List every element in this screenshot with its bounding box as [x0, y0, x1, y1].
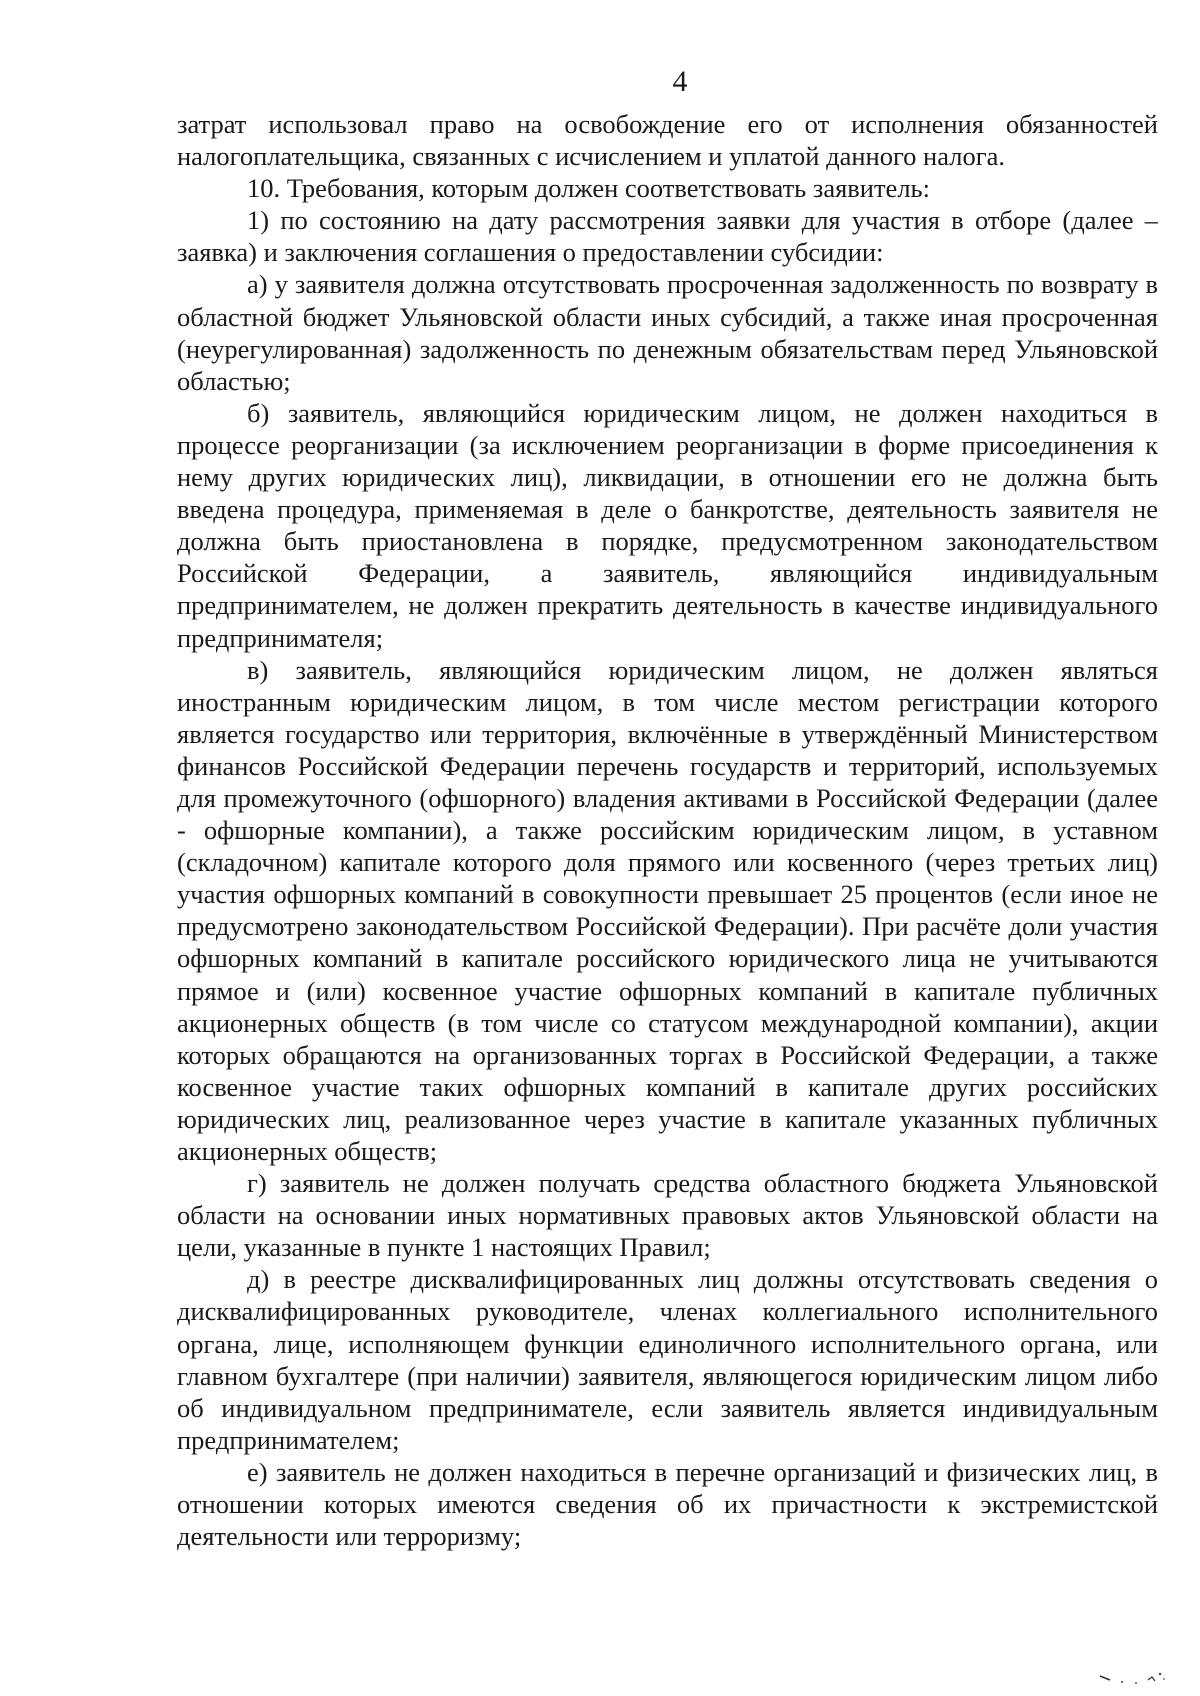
paragraph-item-d: д) в реестре дисквалифицированных лиц должны отсутствовать сведения о дисквалифицированных руководителе, членах коллегиального исполнительного органа, лице, исполняющем функции единоличного исполнительного органа, или главном бухгалтере (при наличии) заявителя, являющегося юридическим лицом либо об индивидуальном предпринимателе, если заявитель является индивидуальным предпринимателем;: [177, 1264, 1158, 1455]
scan-artifact: [1098, 1668, 1168, 1688]
paragraph-item-10-1: 1) по состоянию на дату рассмотрения заявки для участия в отборе (далее – заявка) и заключения соглашения о предоставлении субсидии:: [177, 205, 1158, 268]
document-body: [177, 108, 1158, 1552]
paragraph-item-b: б) заявитель, являющийся юридическим лицом, не должен находиться в процессе реорганизации (за исключением реорганизации в форме присоединения к нему других юридических лиц), ликвидации, в отношении его не должна быть введена процедура, применяемая в деле о банкротстве, деятельность заявителя не должна быть приостановлена в порядке, предусмотренном законодательством Российской Федерации, а заявитель, являющийся индивидуальным предпринимателем, не должен прекратить деятельность в качестве индивидуального предпринимателя;: [177, 397, 1158, 653]
paragraph-item-a: а) у заявителя должна отсутствовать просроченная задолженность по возврату в областной бюджет Ульяновской области иных субсидий, а также иная просроченная (неурегулированная) задолженность по денежным обязательствам перед Ульяновской областью;: [177, 269, 1158, 396]
paragraph-item-e: е) заявитель не должен находиться в перечне организаций и физических лиц, в отношении которых имеются сведения об их причастности к экстремистской деятельности или терроризму;: [177, 1456, 1158, 1552]
paragraph-item-g: г) заявитель не должен получать средства областного бюджета Ульяновской области на основании иных нормативных правовых актов Ульяновской области на цели, указанные в пункте 1 настоящих Правил;: [177, 1168, 1158, 1263]
paragraph-continuation: затрат использовал право на освобождение его от исполнения обязанностей налогоплательщика, связанных с исчислением и уплатой данного налога.: [177, 109, 1158, 172]
page-number: 4: [672, 65, 688, 98]
paragraph-item-10: 10. Требования, которым должен соответствовать заявитель:: [247, 173, 930, 204]
paragraph-item-v: в) заявитель, являющийся юридическим лицом, не должен являться иностранным юридическим лицом, в том числе местом регистрации которого является государство или территория, включённые в утверждённый Министерством финансов Российской Федерации перечень государств и территорий, используемых для промежуточного (офшорного) владения активами в Российской Федерации (далее - офшорные компании), а также российским юридическим лицом, в уставном (складочном) капитале которого доля прямого или косвенного (через третьих лиц) участия офшорных компаний в совокупности превышает 25 процентов (если иное не предусмотрено законодательством Российской Федерации). При расчёте доли участия офшорных компаний в капитале российского юридического лица не учитываются прямое и (или) косвенное участие офшорных компаний в капитале публичных акционерных обществ (в том числе со статусом международной компании), акции которых обращаются на организованных торгах в Российской Федерации, а также косвенное участие таких офшорных компаний в капитале других российских юридических лиц, реализованное через участие в капитале указанных публичных акционерных обществ;: [177, 654, 1158, 1166]
